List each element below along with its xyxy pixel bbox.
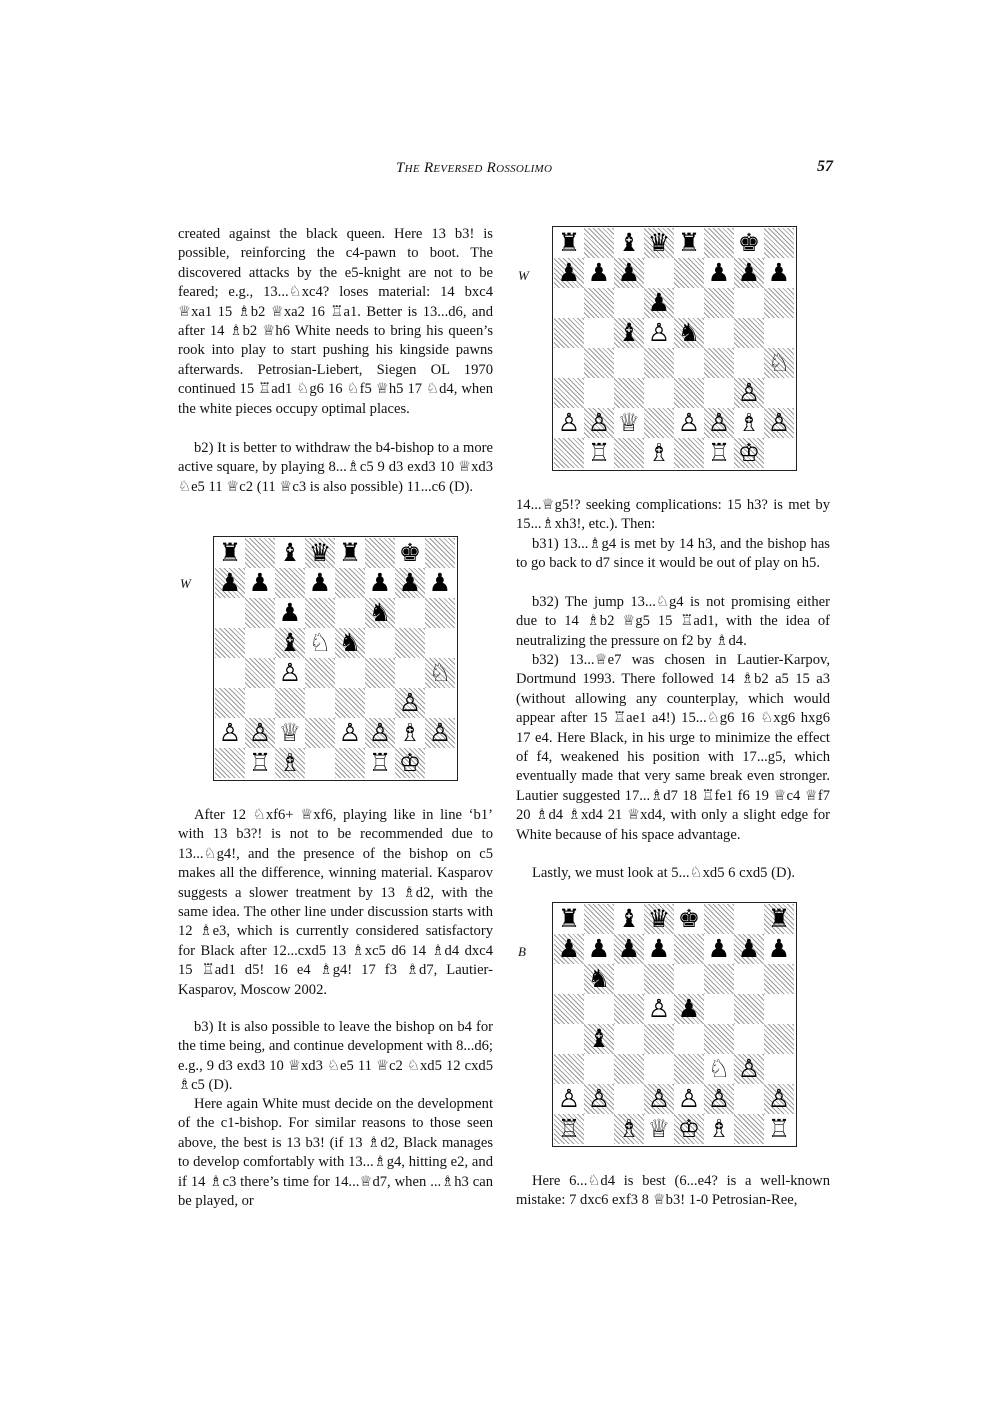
black-pawn-f7: ♟ [707, 934, 731, 963]
square-a5 [554, 994, 584, 1024]
square-c1 [614, 438, 644, 468]
black-rook-a8: ♜ [557, 228, 581, 257]
black-knight-e5: ♞ [674, 318, 704, 348]
chess-diagram-1 [213, 536, 458, 781]
square-f8 [365, 538, 395, 568]
square-a1 [215, 748, 245, 778]
square-g4 [734, 1024, 764, 1054]
square-e3 [335, 688, 365, 718]
square-d3 [644, 378, 674, 408]
square-d4 [644, 348, 674, 378]
square-a3 [215, 688, 245, 718]
square-h3 [425, 688, 455, 718]
black-bishop-c8: ♝ [278, 538, 302, 567]
square-b3 [584, 1054, 614, 1084]
square-b8 [584, 228, 614, 258]
black-pawn-g7: ♟ [734, 258, 764, 288]
square-e6 [674, 964, 704, 994]
right-paragraph-5: Lastly, we must look at 5...♘xd5 6 cxd5 (D). [532, 865, 796, 881]
black-pawn-f7: ♟ [368, 568, 392, 597]
white-pawn-f2: ♙ [704, 1084, 734, 1114]
square-g4 [395, 658, 425, 688]
black-pawn-g7: ♟ [734, 934, 764, 964]
white-bishop-f1: ♗ [707, 1114, 731, 1143]
left-paragraph-4: b3) It is also possible to leave the bishop on b4 for the time being, and continue development with 8...d6; e.g., 9 d3 exd3 10 ♕xd3 ♘e5 11 ♕c2 ♘xd5 12 cxd5 ♗c5 (D). [178, 1019, 493, 1094]
square-d3 [305, 688, 335, 718]
square-a5 [554, 318, 584, 348]
black-pawn-f7: ♟ [707, 258, 731, 287]
left-paragraph-1: created against the black queen. Here 13 b3! is possible, reinforcing the c4-pawn to boot. The discovered attacks by the e5-knight are not to be feared; e.g., 13...♘xc4? loses material: 14 bxc4 ♕xa1 15 ♗b2 ♕xa2 16 ♖a1. Better is 13...d6, and after 14 ♗b2 ♕h6 White needs to bring his queen’s rook into play to start pushing his kingside pawns afterwards. Petrosian-Liebert, Siegen OL 1970 continued 15 ♖ad1 ♘g6 16 ♘f5 ♕h5 17 ♘d4, when the white pieces occupy optimal places. [178, 226, 493, 417]
square-b4 [584, 348, 614, 378]
square-c6 [614, 964, 644, 994]
white-queen-d1: ♕ [647, 1114, 671, 1143]
white-rook-b1: ♖ [587, 438, 611, 467]
square-a4 [554, 348, 584, 378]
white-pawn-g3: ♙ [734, 378, 764, 408]
black-bishop-c8: ♝ [617, 904, 641, 933]
black-pawn-c6: ♟ [278, 598, 302, 627]
square-f6 [704, 288, 734, 318]
black-rook-h8: ♜ [764, 904, 794, 934]
square-h8 [764, 228, 794, 258]
white-knight-f3: ♘ [707, 1054, 731, 1083]
square-h3 [764, 1054, 794, 1084]
white-bishop-g2: ♗ [737, 408, 761, 437]
square-f6 [704, 964, 734, 994]
white-rook-b1: ♖ [248, 748, 272, 777]
black-rook-e8: ♜ [338, 538, 362, 567]
white-pawn-a2: ♙ [557, 408, 581, 437]
square-d2 [644, 408, 674, 438]
white-pawn-a2: ♙ [557, 1084, 581, 1113]
white-king-g1: ♔ [734, 438, 764, 468]
square-b4 [245, 658, 275, 688]
white-pawn-h2: ♙ [425, 718, 455, 748]
square-g5 [395, 628, 425, 658]
square-f4 [704, 1024, 734, 1054]
square-f4 [704, 348, 734, 378]
white-pawn-h2: ♙ [764, 1084, 794, 1114]
white-pawn-b2: ♙ [584, 1084, 614, 1114]
square-h6 [764, 288, 794, 318]
square-d6 [305, 598, 335, 628]
white-bishop-c1: ♗ [275, 748, 305, 778]
square-d3 [644, 1054, 674, 1084]
white-queen-c2: ♕ [278, 718, 302, 747]
black-knight-f6: ♞ [365, 598, 395, 628]
black-queen-d8: ♛ [305, 538, 335, 568]
right-paragraph-1: 14...♕g5!? seeking complications: 15 h3? is met by 15...♗xh3!, etc.). Then: [516, 497, 830, 533]
black-bishop-c5: ♝ [614, 318, 644, 348]
square-d4 [644, 1024, 674, 1054]
square-h4 [764, 1024, 794, 1054]
square-a3 [554, 378, 584, 408]
square-e4 [335, 658, 365, 688]
black-pawn-d7: ♟ [308, 568, 332, 597]
square-f5 [704, 994, 734, 1024]
square-c2 [614, 1084, 644, 1114]
black-pawn-h7: ♟ [767, 258, 791, 287]
square-g6 [734, 288, 764, 318]
square-h6 [764, 964, 794, 994]
right-paragraph-4: b32) 13...♕e7 was chosen in Lautier-Karpov, Dortmund 1993. There followed 14 ♗b2 a5 15 a3 (without allowing any counterplay, which would appear after 15 ♖ae1 a4!) 15...♘g6 16 ♘xg6 hxg6 17 e4. Here Black, in his urge to minimize the effect of f4, weakened his position with 17...g5, which eventually made that very same break even stronger. Lautier suggested 17...♗d7 18 ♖fe1 f6 19 ♕c4 ♕f7 20 ♗d4 ♗xd4 21 ♕xd4, with only a slight edge for White because of his space advantage. [516, 652, 830, 843]
chess-diagram-2 [552, 902, 797, 1147]
right-paragraph-3: b32) The jump 13...♘g4 is not promising either due to 14 ♗b2 ♕g5 15 ♖ad1, with the idea of neutralizing the pressure on f2 by ♗d4. [516, 594, 830, 649]
black-knight-b6: ♞ [584, 964, 614, 994]
square-f4 [365, 658, 395, 688]
square-b5 [584, 318, 614, 348]
diagram-0-side-to-move: W [518, 268, 529, 283]
square-e3 [674, 1054, 704, 1084]
square-b8 [245, 538, 275, 568]
white-pawn-f2: ♙ [704, 408, 734, 438]
black-queen-d8: ♛ [644, 904, 674, 934]
square-e7 [335, 568, 365, 598]
square-b5 [245, 628, 275, 658]
square-e4 [674, 348, 704, 378]
black-pawn-b7: ♟ [587, 934, 611, 963]
black-pawn-g7: ♟ [395, 568, 425, 598]
square-f3 [365, 688, 395, 718]
square-g5 [734, 318, 764, 348]
running-title: The Reversed Rossolimo [396, 160, 553, 176]
white-rook-f1: ♖ [368, 748, 392, 777]
square-a6 [554, 288, 584, 318]
left-paragraph-5: Here again White must decide on the development of the c1-bishop. For similar reasons to those seen above, the best is 13 b3! (if 13 ♗d2, Black manages to develop comfortably with 13...♗g4, hitting e2, and if 14 ♗c3 there’s time for 14...♕d7, when ...♗h3 can be played, or [178, 1096, 493, 1210]
black-pawn-h7: ♟ [428, 568, 452, 597]
white-king-g1: ♔ [395, 748, 425, 778]
square-c6 [614, 288, 644, 318]
square-g4 [734, 348, 764, 378]
white-pawn-g3: ♙ [734, 1054, 764, 1084]
square-c3 [614, 1054, 644, 1084]
square-d2 [305, 718, 335, 748]
square-b1 [584, 1114, 614, 1144]
square-e1 [674, 438, 704, 468]
left-paragraph-2: b2) It is better to withdraw the b4-bishop to a more active square, by playing 8...♗c5 9 d3 exd3 10 ♕xd3 ♘e5 11 ♕c2 (11 ♕c3 is also possible) 11...c6 (D). [178, 440, 493, 495]
square-h5 [425, 628, 455, 658]
white-rook-h1: ♖ [767, 1114, 791, 1143]
square-e7 [674, 258, 704, 288]
diagram-1-side-to-move: W [180, 576, 191, 591]
square-d6 [644, 964, 674, 994]
square-a3 [554, 1054, 584, 1084]
black-pawn-c7: ♟ [614, 934, 644, 964]
square-h5 [764, 994, 794, 1024]
square-f8 [704, 904, 734, 934]
diagram-2-side-to-move: B [518, 944, 526, 959]
square-g5 [734, 994, 764, 1024]
square-g8 [734, 904, 764, 934]
square-a6 [554, 964, 584, 994]
white-pawn-d5: ♙ [647, 994, 671, 1023]
right-paragraph-6: Here 6...♘d4 is best (6...e4? is a well-known mistake: 7 dxc6 exf3 8 ♕b3! 1-0 Petrosian-Ree, [516, 1173, 830, 1209]
square-h3 [764, 378, 794, 408]
white-king-e1: ♔ [674, 1114, 704, 1144]
square-f5 [365, 628, 395, 658]
square-b6 [584, 288, 614, 318]
square-e6 [674, 288, 704, 318]
square-g6 [734, 964, 764, 994]
square-h1 [764, 438, 794, 468]
white-knight-h4: ♘ [425, 658, 455, 688]
square-e3 [674, 378, 704, 408]
black-bishop-b4: ♝ [584, 1024, 614, 1054]
square-g2 [734, 1084, 764, 1114]
white-pawn-b2: ♙ [245, 718, 275, 748]
black-pawn-h7: ♟ [767, 934, 791, 963]
white-pawn-e2: ♙ [677, 1084, 701, 1113]
white-pawn-g3: ♙ [395, 688, 425, 718]
white-knight-h4: ♘ [764, 348, 794, 378]
square-e6 [335, 598, 365, 628]
white-pawn-f2: ♙ [365, 718, 395, 748]
black-queen-d8: ♛ [644, 228, 674, 258]
right-paragraph-2: b31) 13...♗g4 is met by 14 h3, and the bishop has to go back to d7 since it would be out of play on h5. [516, 536, 830, 572]
left-paragraph-3: After 12 ♘xf6+ ♕xf6, playing like in line ‘b1’ with 13 b3?! is not to be recommended due to 13...♘g4!, and the presence of the bishop on c5 makes all the difference, winning material. Kasparov suggests a slower treatment by 13 ♗d2, with the same idea. The other line under discussion starts with 12 ♗e3, which is currently considered satisfactory for Black after 12...cxd5 13 ♗xc5 d6 14 ♗d4 dxc4 15 ♖ad1 d5! 16 e4 ♗g4! 17 f3 ♗d7, Lautier-Kasparov, Moscow 2002. [178, 807, 493, 998]
square-f8 [704, 228, 734, 258]
white-queen-c2: ♕ [617, 408, 641, 437]
square-e1 [335, 748, 365, 778]
white-pawn-e2: ♙ [677, 408, 701, 437]
square-b8 [584, 904, 614, 934]
square-a5 [215, 628, 245, 658]
square-h8 [425, 538, 455, 568]
square-c3 [614, 378, 644, 408]
black-pawn-a7: ♟ [215, 568, 245, 598]
black-knight-e5: ♞ [335, 628, 365, 658]
black-bishop-c8: ♝ [617, 228, 641, 257]
square-e4 [674, 1024, 704, 1054]
square-d7 [644, 258, 674, 288]
square-g1 [734, 1114, 764, 1144]
black-king-g8: ♚ [398, 538, 422, 567]
black-rook-a8: ♜ [557, 904, 581, 933]
square-c7 [275, 568, 305, 598]
black-pawn-b7: ♟ [587, 258, 611, 287]
white-bishop-c1: ♗ [614, 1114, 644, 1144]
white-pawn-e2: ♙ [338, 718, 362, 747]
black-rook-e8: ♜ [677, 228, 701, 257]
square-b6 [245, 598, 275, 628]
white-bishop-d1: ♗ [647, 438, 671, 467]
white-pawn-d5: ♙ [647, 318, 671, 347]
square-f3 [704, 378, 734, 408]
black-bishop-c5: ♝ [275, 628, 305, 658]
black-pawn-b7: ♟ [248, 568, 272, 597]
black-rook-a8: ♜ [218, 538, 242, 567]
square-e7 [674, 934, 704, 964]
white-pawn-b2: ♙ [584, 408, 614, 438]
white-bishop-g2: ♗ [398, 718, 422, 747]
square-f5 [704, 318, 734, 348]
page-number: 57 [817, 158, 833, 175]
square-h5 [764, 318, 794, 348]
square-h6 [425, 598, 455, 628]
white-knight-d5: ♘ [308, 628, 332, 657]
square-a4 [215, 658, 245, 688]
square-a6 [215, 598, 245, 628]
square-d4 [305, 658, 335, 688]
square-b3 [245, 688, 275, 718]
black-king-g8: ♚ [737, 228, 761, 257]
black-pawn-a7: ♟ [554, 934, 584, 964]
white-pawn-a2: ♙ [218, 718, 242, 747]
square-c5 [614, 994, 644, 1024]
black-pawn-d6: ♟ [644, 288, 674, 318]
white-pawn-c4: ♙ [278, 658, 302, 687]
white-rook-a1: ♖ [554, 1114, 584, 1144]
square-b5 [584, 994, 614, 1024]
square-c3 [275, 688, 305, 718]
black-pawn-e5: ♟ [674, 994, 704, 1024]
chess-diagram-0 [552, 226, 797, 471]
square-c4 [614, 348, 644, 378]
black-pawn-c7: ♟ [614, 258, 644, 288]
square-h1 [425, 748, 455, 778]
square-a4 [554, 1024, 584, 1054]
black-pawn-d7: ♟ [647, 934, 671, 963]
black-pawn-a7: ♟ [554, 258, 584, 288]
white-rook-f1: ♖ [707, 438, 731, 467]
square-g6 [395, 598, 425, 628]
white-pawn-h2: ♙ [764, 408, 794, 438]
black-king-e8: ♚ [677, 904, 701, 933]
square-c4 [614, 1024, 644, 1054]
white-pawn-d2: ♙ [644, 1084, 674, 1114]
square-b3 [584, 378, 614, 408]
square-d1 [305, 748, 335, 778]
square-a1 [554, 438, 584, 468]
